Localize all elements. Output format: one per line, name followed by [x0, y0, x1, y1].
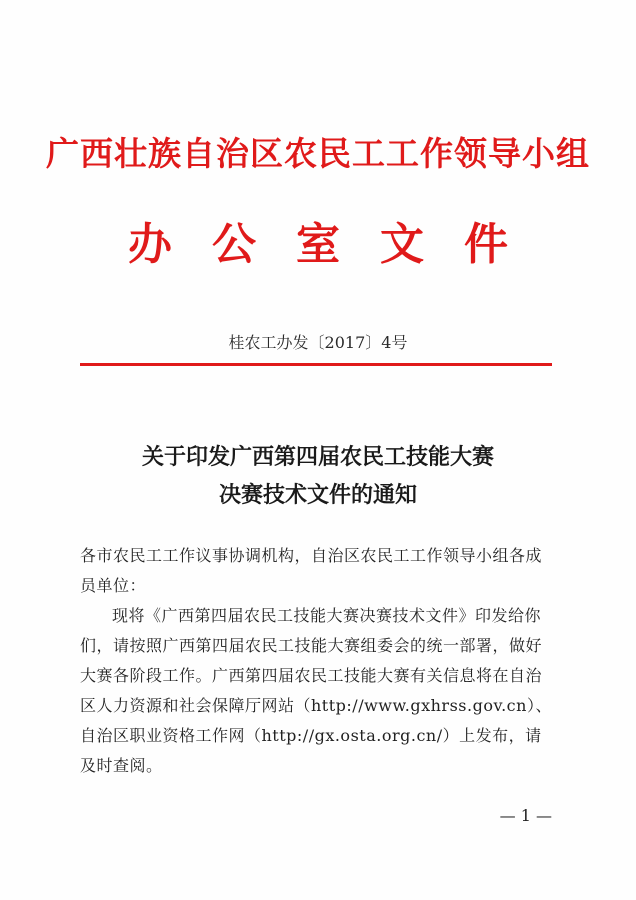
title-line-1: 关于印发广西第四届农民工技能大赛: [141, 444, 494, 470]
document-title: [0, 438, 636, 514]
title-line-2: 决赛技术文件的通知: [218, 482, 417, 508]
red-divider-line: [80, 363, 552, 366]
document-type-heading: 办公室文件: [128, 219, 548, 270]
page-number: — 1 —: [499, 806, 552, 825]
salutation: 各市农民工工作议事协调机构，自治区农民工工作领导小组各成员单位：: [80, 546, 543, 595]
document-number: 桂农工办发〔2017〕4号: [228, 333, 408, 352]
issuer-name: 广西壮族自治区农民工工作领导小组: [46, 134, 590, 173]
body-paragraph: 现将《广西第四届农民工技能大赛决赛技术文件》印发给你们，请按照广西第四届农民工技能大赛组委会的统一部署，做好大赛各阶段工作。广西第四届农民工技能大赛有关信息将在自治区人力资源和社会保障厅网站（http://www.gxhrss.gov.cn）、自治区职业资格工作网（http://gx.osta.org.cn/）上发布，请及时查阅。: [80, 606, 552, 775]
